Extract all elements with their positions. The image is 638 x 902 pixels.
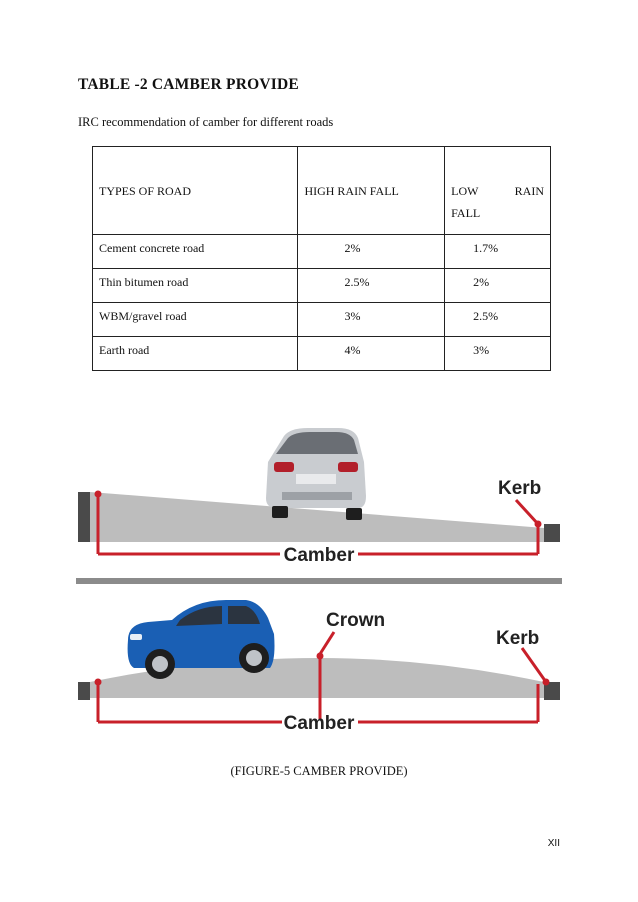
header-road-type: TYPES OF ROAD	[93, 147, 298, 235]
camber-table	[92, 146, 551, 371]
high-rain-cell: 3%	[298, 303, 445, 337]
low-rain-cell: 1.7%	[445, 235, 551, 269]
table-row	[93, 269, 551, 303]
page-number: XII	[547, 838, 560, 849]
crown-pointer	[320, 632, 334, 654]
road-type-cell: WBM/gravel road	[93, 303, 298, 337]
blue-car-icon	[128, 600, 275, 679]
kerb-pointer	[516, 500, 538, 524]
header-high-rain: HIGH RAIN FALL	[298, 147, 445, 235]
low-rain-cell: 2.5%	[445, 303, 551, 337]
kerb-pointer	[522, 648, 546, 682]
table-row	[93, 235, 551, 269]
intro-text: IRC recommendation of camber for different roads	[78, 115, 334, 129]
camber-label: Camber	[283, 545, 355, 566]
high-rain-cell: 2%	[298, 235, 445, 269]
table-row	[93, 337, 551, 371]
road-type-cell: Cement concrete road	[93, 235, 298, 269]
kerb-label: Kerb	[498, 478, 542, 499]
left-kerb	[78, 682, 90, 700]
road-type-cell: Earth road	[93, 337, 298, 371]
table-row	[93, 303, 551, 337]
high-rain-cell: 2.5%	[298, 269, 445, 303]
camber-label: Camber	[283, 713, 355, 734]
right-kerb	[544, 524, 560, 542]
header-low-rain: LOW RAIN FALL	[445, 147, 551, 235]
camber-figure	[76, 428, 562, 738]
kerb-label: Kerb	[496, 628, 540, 649]
figure-caption: (FIGURE-5 CAMBER PROVIDE)	[230, 764, 408, 778]
page-title: TABLE -2 CAMBER PROVIDE	[78, 76, 299, 93]
road-type-cell: Thin bitumen road	[93, 269, 298, 303]
high-rain-cell: 4%	[298, 337, 445, 371]
crown-label: Crown	[326, 610, 386, 631]
table-header-row	[93, 147, 551, 235]
low-rain-cell: 3%	[445, 337, 551, 371]
left-kerb	[78, 492, 90, 542]
crowned-camber-diagram	[78, 600, 560, 734]
one-way-camber-diagram	[78, 428, 560, 566]
silver-car-icon	[266, 428, 366, 520]
low-rain-cell: 2%	[445, 269, 551, 303]
diagram-divider	[76, 578, 562, 584]
